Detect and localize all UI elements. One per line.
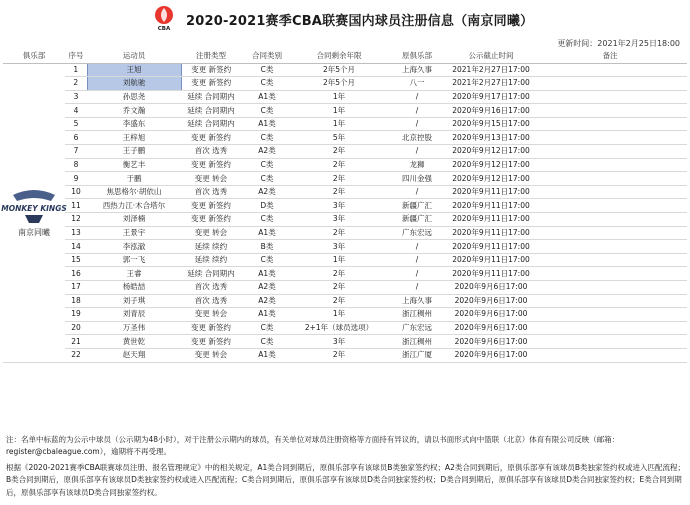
registration-type: 首次 选秀 [181, 294, 241, 308]
table-row [3, 213, 687, 227]
row-number: 22 [65, 348, 87, 362]
page-title: 2020-2021赛季CBA联赛国内球员注册信息（南京同曦） [186, 14, 534, 29]
registration-type: 延续 合同期内 [181, 267, 241, 281]
remark [533, 253, 687, 267]
cba-logo-icon [153, 4, 175, 32]
player-name: 孙思尧 [87, 90, 181, 104]
row-number: 3 [65, 90, 87, 104]
row-number: 17 [65, 281, 87, 295]
table-row [3, 104, 687, 118]
remark [533, 281, 687, 295]
row-number: 18 [65, 294, 87, 308]
contract-years: 1年 [293, 308, 385, 322]
registration-type: 变更 转会 [181, 172, 241, 186]
player-name: 乔文瀚 [87, 104, 181, 118]
original-club: 上海久事 [385, 63, 449, 77]
col-header: 俱乐部 [3, 50, 65, 63]
contract-years: 2年 [293, 226, 385, 240]
table-row [3, 267, 687, 281]
contract-years: 2年 [293, 158, 385, 172]
row-number: 9 [65, 172, 87, 186]
row-number: 14 [65, 240, 87, 254]
publicity-deadline: 2020年9月12日17:00 [449, 158, 533, 172]
registration-type: 变更 新签约 [181, 213, 241, 227]
registration-type: 变更 转会 [181, 308, 241, 322]
row-number: 11 [65, 199, 87, 213]
contract-class: C类 [241, 321, 293, 335]
registration-type: 延续 合同期内 [181, 90, 241, 104]
publicity-deadline: 2020年9月11日17:00 [449, 185, 533, 199]
table-row [3, 308, 687, 322]
original-club: / [385, 253, 449, 267]
update-time: 更新时间：2021年2月25日18:00 [557, 39, 680, 48]
original-club: / [385, 240, 449, 254]
player-name: 李盛东 [87, 117, 181, 131]
remark [533, 199, 687, 213]
registration-type: 变更 转会 [181, 348, 241, 362]
contract-class: A1类 [241, 226, 293, 240]
remark [533, 117, 687, 131]
contract-class: C类 [241, 172, 293, 186]
publicity-deadline: 2021年2月27日17:00 [449, 77, 533, 91]
contract-years: 2年 [293, 267, 385, 281]
registration-type: 变更 新签约 [181, 199, 241, 213]
player-name: 杨皓喆 [87, 281, 181, 295]
club-cell [3, 63, 65, 362]
publicity-deadline: 2020年9月6日17:00 [449, 348, 533, 362]
original-club: 广东宏远 [385, 226, 449, 240]
registration-type: 延续 续约 [181, 240, 241, 254]
registration-type: 首次 选秀 [181, 185, 241, 199]
row-number: 4 [65, 104, 87, 118]
contract-class: A2类 [241, 281, 293, 295]
table-row [3, 145, 687, 159]
row-number: 10 [65, 185, 87, 199]
registration-type: 变更 新签约 [181, 63, 241, 77]
remark [533, 294, 687, 308]
contract-class: A2类 [241, 294, 293, 308]
row-number: 13 [65, 226, 87, 240]
row-number: 15 [65, 253, 87, 267]
publicity-deadline: 2020年9月6日17:00 [449, 281, 533, 295]
registration-type: 首次 选秀 [181, 145, 241, 159]
contract-class: A1类 [241, 348, 293, 362]
publicity-deadline: 2020年9月11日17:00 [449, 213, 533, 227]
table-row [3, 253, 687, 267]
original-club: / [385, 145, 449, 159]
table-row [3, 158, 687, 172]
publicity-deadline: 2020年9月11日17:00 [449, 267, 533, 281]
row-number: 12 [65, 213, 87, 227]
row-number: 19 [65, 308, 87, 322]
publicity-deadline: 2020年9月11日17:00 [449, 199, 533, 213]
table-row [3, 294, 687, 308]
row-number: 21 [65, 335, 87, 349]
row-number: 20 [65, 321, 87, 335]
contract-class: A1类 [241, 90, 293, 104]
remark [533, 335, 687, 349]
player-name: 王景宇 [87, 226, 181, 240]
player-name: 西热力江·木合塔尔 [87, 199, 181, 213]
table-row [3, 281, 687, 295]
table-row [3, 226, 687, 240]
original-club: 上海久事 [385, 294, 449, 308]
registration-type: 延续 合同期内 [181, 104, 241, 118]
table-row [3, 131, 687, 145]
original-club: 浙江稠州 [385, 308, 449, 322]
remark [533, 308, 687, 322]
remark [533, 321, 687, 335]
contract-class: C类 [241, 335, 293, 349]
table-row [3, 335, 687, 349]
contract-class: B类 [241, 240, 293, 254]
original-club: 广东宏远 [385, 321, 449, 335]
contract-years: 2+1年（球员选项） [293, 321, 385, 335]
player-name: 万圣伟 [87, 321, 181, 335]
table-row [3, 199, 687, 213]
remark [533, 213, 687, 227]
publicity-deadline: 2021年2月27日17:00 [449, 63, 533, 77]
original-club: / [385, 117, 449, 131]
contract-class: C类 [241, 253, 293, 267]
col-header: 注册类型 [181, 50, 241, 63]
remark [533, 63, 687, 77]
original-club: 新疆广汇 [385, 199, 449, 213]
monkey-kings-logo-icon [1, 187, 67, 225]
publicity-deadline: 2020年9月12日17:00 [449, 145, 533, 159]
contract-years: 2年 [293, 145, 385, 159]
original-club: 浙江广厦 [385, 348, 449, 362]
table-row [3, 77, 687, 91]
original-club: / [385, 267, 449, 281]
contract-class: C类 [241, 158, 293, 172]
col-header: 合同类别 [241, 50, 293, 63]
publicity-deadline: 2020年9月6日17:00 [449, 335, 533, 349]
remark [533, 77, 687, 91]
original-club: / [385, 104, 449, 118]
original-club: 龙狮 [385, 158, 449, 172]
publicity-deadline: 2020年9月17日17:00 [449, 90, 533, 104]
original-club: 四川金强 [385, 172, 449, 186]
publicity-deadline: 2020年9月6日17:00 [449, 294, 533, 308]
svg-text:CBA: CBA [157, 26, 171, 32]
player-name: 郭一飞 [87, 253, 181, 267]
registration-type: 变更 转会 [181, 226, 241, 240]
player-name: 刘航驰 [87, 77, 181, 91]
remark [533, 145, 687, 159]
contract-years: 1年 [293, 90, 385, 104]
registration-table [3, 50, 687, 363]
contract-class: A2类 [241, 145, 293, 159]
row-number: 2 [65, 77, 87, 91]
registration-type: 延续 续约 [181, 253, 241, 267]
table-row [3, 240, 687, 254]
publicity-deadline: 2020年9月12日17:00 [449, 172, 533, 186]
player-name: 衡艺丰 [87, 158, 181, 172]
original-club: / [385, 185, 449, 199]
remark [533, 158, 687, 172]
col-header: 运动员 [87, 50, 181, 63]
contract-class: A2类 [241, 185, 293, 199]
registration-type: 首次 选秀 [181, 281, 241, 295]
contract-years: 2年5个月 [293, 77, 385, 91]
club-logo-text: MONKEY KINGS [1, 203, 67, 213]
player-name: 王睿 [87, 267, 181, 281]
row-number: 8 [65, 158, 87, 172]
player-name: 王梓旭 [87, 131, 181, 145]
contract-class: C类 [241, 104, 293, 118]
original-club: 八一 [385, 77, 449, 91]
col-header: 公示截止时间 [449, 50, 533, 63]
table-row [3, 117, 687, 131]
remark [533, 267, 687, 281]
registration-type: 延续 合同期内 [181, 117, 241, 131]
registration-type: 变更 新签约 [181, 321, 241, 335]
note-publicity: 注：名单中标蓝的为公示中球员（公示期为48小时），对于注册公示期内的球员，有关单位对球员注册资格等方面持有异议的，请以书面形式向中篮联（北京）体育有限公司反映（邮箱：register@cbaleague.com），逾期将不再受理。 [6, 435, 620, 457]
remark [533, 348, 687, 362]
contract-class: A1类 [241, 117, 293, 131]
contract-years: 2年 [293, 348, 385, 362]
player-name: 刘泽楠 [87, 213, 181, 227]
publicity-deadline: 2020年9月13日17:00 [449, 131, 533, 145]
contract-years: 5年 [293, 131, 385, 145]
table-row [3, 63, 687, 77]
contract-years: 1年 [293, 253, 385, 267]
col-header: 原俱乐部 [385, 50, 449, 63]
registration-type: 变更 新签约 [181, 158, 241, 172]
contract-class: A1类 [241, 267, 293, 281]
player-name: 焦思格尔·胡依山 [87, 185, 181, 199]
contract-years: 2年 [293, 185, 385, 199]
remark [533, 104, 687, 118]
table-row [3, 185, 687, 199]
col-header: 合同剩余年限 [293, 50, 385, 63]
row-number: 16 [65, 267, 87, 281]
original-club: 浙江稠州 [385, 335, 449, 349]
remark [533, 185, 687, 199]
original-club: / [385, 281, 449, 295]
notes [6, 434, 686, 499]
table-row [3, 90, 687, 104]
player-name: 王子鹏 [87, 145, 181, 159]
contract-class: C类 [241, 63, 293, 77]
row-number: 7 [65, 145, 87, 159]
original-club: 北京控股 [385, 131, 449, 145]
registration-type: 变更 新签约 [181, 335, 241, 349]
contract-years: 3年 [293, 213, 385, 227]
remark [533, 131, 687, 145]
contract-years: 2年 [293, 294, 385, 308]
contract-class: C类 [241, 131, 293, 145]
contract-years: 3年 [293, 335, 385, 349]
contract-class: C类 [241, 77, 293, 91]
row-number: 1 [65, 63, 87, 77]
table-row [3, 321, 687, 335]
contract-years: 1年 [293, 104, 385, 118]
player-name: 于鹏 [87, 172, 181, 186]
player-name: 黄世乾 [87, 335, 181, 349]
publicity-deadline: 2020年9月6日17:00 [449, 308, 533, 322]
note-contract-rules: 根据《2020-2021赛季CBA联赛球员注册、报名管理规定》中的相关规定，A1类合同到期后，原俱乐部享有该球员B类独家签约权；A2类合同到期后，原俱乐部享有该球员B类独家签约权或进入匹配流程；B类合同到期后，原俱乐部享有该球员D类独家签约权或进入匹配流程；C类合同到期后，原俱乐部享有该球员D类合同独家签约权；D类合同到期后，原俱乐部享有该球员D类合同独家签约权；E类合同到期后，原俱乐部享有该球员D类合同独家签约权。 [6, 462, 685, 497]
publicity-deadline: 2020年9月15日17:00 [449, 117, 533, 131]
contract-years: 3年 [293, 240, 385, 254]
original-club: 新疆广汇 [385, 213, 449, 227]
publicity-deadline: 2020年9月11日17:00 [449, 226, 533, 240]
registration-type: 变更 新签约 [181, 77, 241, 91]
col-header: 备注 [533, 50, 687, 63]
table-row [3, 348, 687, 362]
contract-years: 1年 [293, 117, 385, 131]
contract-years: 2年 [293, 172, 385, 186]
remark [533, 172, 687, 186]
contract-class: C类 [241, 213, 293, 227]
table-row [3, 172, 687, 186]
player-name: 刘青辰 [87, 308, 181, 322]
contract-class: D类 [241, 199, 293, 213]
registration-type: 变更 新签约 [181, 131, 241, 145]
publicity-deadline: 2020年9月11日17:00 [449, 253, 533, 267]
player-name: 王旭 [87, 63, 181, 77]
player-name: 李泓澈 [87, 240, 181, 254]
remark [533, 240, 687, 254]
col-header: 序号 [65, 50, 87, 63]
row-number: 6 [65, 131, 87, 145]
contract-years: 3年 [293, 199, 385, 213]
contract-years: 2年5个月 [293, 63, 385, 77]
club-name: 南京同曦 [18, 227, 50, 237]
contract-class: A1类 [241, 308, 293, 322]
publicity-deadline: 2020年9月11日17:00 [449, 240, 533, 254]
remark [533, 90, 687, 104]
table-header-row [3, 50, 687, 63]
contract-years: 2年 [293, 281, 385, 295]
original-club: / [385, 90, 449, 104]
publicity-deadline: 2020年9月16日17:00 [449, 104, 533, 118]
remark [533, 226, 687, 240]
row-number: 5 [65, 117, 87, 131]
player-name: 刘子琪 [87, 294, 181, 308]
player-name: 赵天翔 [87, 348, 181, 362]
publicity-deadline: 2020年9月6日17:00 [449, 321, 533, 335]
page-header [0, 0, 690, 36]
